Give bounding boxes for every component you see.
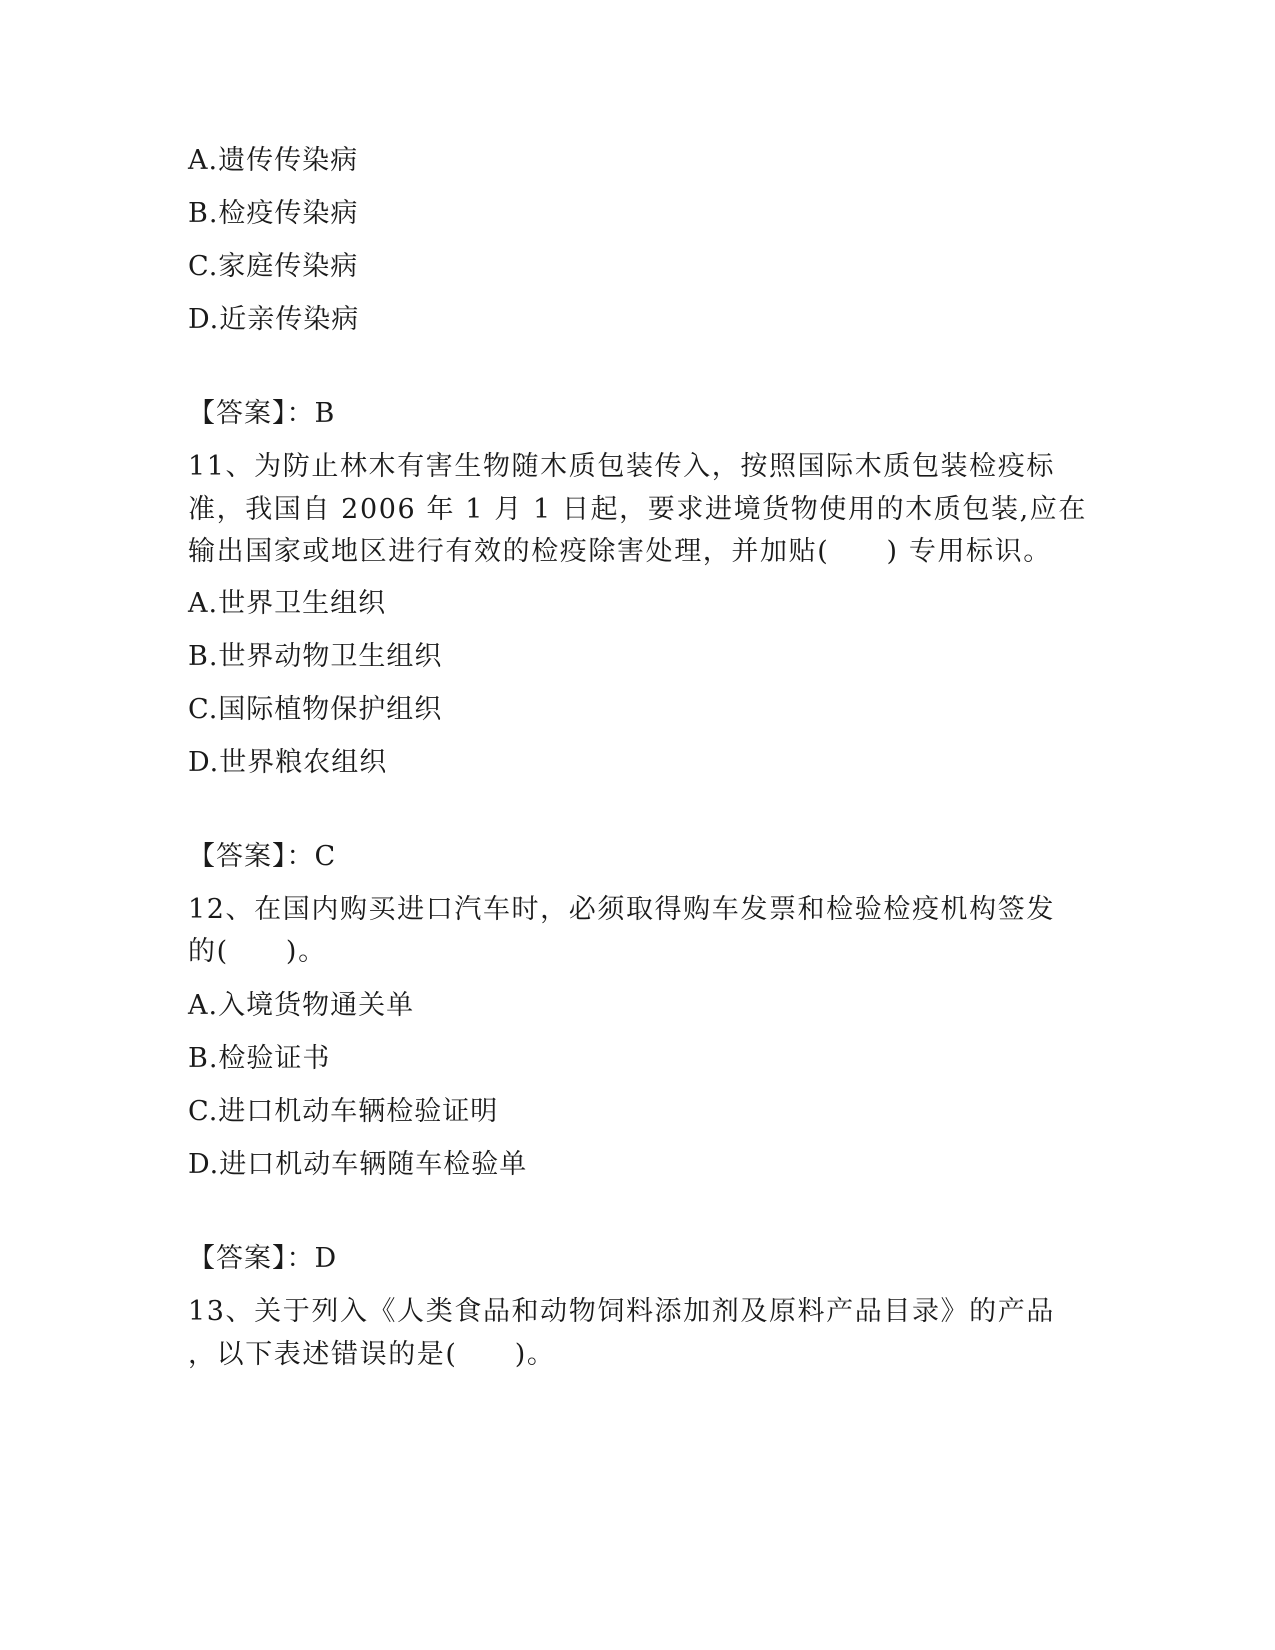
q11-option-c: C.国际植物保护组织 xyxy=(188,694,443,725)
q12-option-b: B.检验证书 xyxy=(188,1043,331,1074)
q12-option-c: C.进口机动车辆检验证明 xyxy=(188,1096,499,1127)
q11-stem-line-2: 准，我国自 2006 年 1 月 1 日起，要求进境货物使用的木质包装,应在 xyxy=(188,494,1087,525)
q10-option-d: D.近亲传染病 xyxy=(188,304,360,335)
q12-stem-line-1: 12、在国内购买进口汽车时，必须取得购车发票和检验检疫机构签发 xyxy=(188,894,1055,925)
q13-stem-line-1: 13、关于列入《人类食品和动物饲料添加剂及原料产品目录》的产品 xyxy=(188,1296,1055,1327)
q11-option-d: D.世界粮农组织 xyxy=(188,747,388,778)
q11-option-b: B.世界动物卫生组织 xyxy=(188,641,443,672)
q10-option-c: C.家庭传染病 xyxy=(188,251,359,282)
q13-stem-line-2: ，以下表述错误的是( )。 xyxy=(188,1339,556,1370)
q12-option-a: A.入境货物通关单 xyxy=(188,990,415,1021)
q11-stem-line-3: 输出国家或地区进行有效的检疫除害处理，并加贴( ) 专用标识。 xyxy=(188,536,1052,567)
q11-option-a: A.世界卫生组织 xyxy=(188,588,387,619)
q10-answer: 【答案】：B xyxy=(188,398,336,429)
q12-option-d: D.进口机动车辆随车检验单 xyxy=(188,1149,528,1180)
q12-answer: 【答案】：D xyxy=(188,1243,338,1274)
q10-option-b: B.检疫传染病 xyxy=(188,198,359,229)
q11-stem-line-1: 11、为防止林木有害生物随木质包装传入，按照国际木质包装检疫标 xyxy=(188,451,1055,482)
q12-stem-line-2: 的( )。 xyxy=(188,936,327,967)
q10-option-a: A.遗传传染病 xyxy=(188,145,359,176)
q11-answer: 【答案】：C xyxy=(188,841,337,872)
